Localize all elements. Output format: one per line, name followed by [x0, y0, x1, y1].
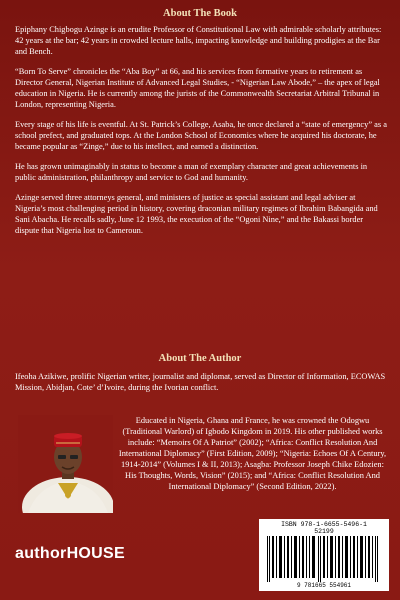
isbn-text	[263, 521, 385, 535]
isbn-barcode	[259, 519, 389, 591]
publisher-logo-part1: author	[15, 545, 67, 562]
author-bio: Educated in Nigeria, Ghana and France, he was crowned the Odogwu (Traditional Warlord) of Igbodo Kingdom in 2019. His other published works include: “Memoirs Of A Patriot” (2002); “Africa: Conflict Resolution And International Diplomacy” (First Edition, 2009); “Nigeria: Echoes Of A Century, 1914-2014” (Volumes I & II, 2013); Asagba: Professor Joseph Chike Edozien: His Thoughts, Words, Vision” (2015); and “Africa: Conflict Resolution And International Diplomacy” (Second Edition, 2022).	[118, 416, 387, 491]
book-paragraph: “Born To Serve” chronicles the “Aba Boy” at 66, and his services from formative years to retirement as Director General, Nigerian Institute of Advanced Legal Studies, - “Nigerian Law Abode,” – the apex of legal education in Nigeria. He is currently among the jurists of the Commonwealth Secretariat Arbitral Tribunal in London, representing Nigeria.	[15, 67, 380, 109]
ean-digits: 9 781665 554961	[296, 582, 351, 589]
barcode-bars	[265, 536, 383, 582]
about-author-heading: About The Author	[158, 353, 242, 364]
book-paragraph: He has grown unimaginably in status to become a man of exemplary character and great achievements in public administration, philanthropy and service to God and humanity.	[15, 162, 368, 182]
about-book-body	[15, 24, 387, 245]
author-portrait	[18, 415, 113, 513]
book-paragraph: Azinge served three attorneys general, and ministers of justice as special assistant and legal adviser at Nigeria’s most challenging period in history, covering draconian military regimes of Ibrahim Babangida and Sani Abacha. He recalls sadly, June 12 1993, the execution of the “Ogoni Nine,” and the Bakassi border dispute that Nigeria lost to Cameroun.	[15, 193, 378, 235]
author-intro: Ifeoha Azikiwe, prolific Nigerian writer, journalist and diplomat, served as Director of Information, ECOWAS Mission, Abidjan, Cote’ d’Ivoire, during the Ivorian conflict.	[15, 372, 386, 392]
isbn-line1: ISBN 978-1-6655-5496-1	[281, 521, 367, 528]
publisher-logo-part2: HOUSE	[66, 545, 125, 562]
isbn-line2: 52199	[314, 528, 334, 535]
book-paragraph: Epiphany Chigbogu Azinge is an erudite Professor of Constitutional Law with admirable scholarly attributes: 42 years at the bar; 42 years in crowded lecture halls, impacting knowledge and building prodigies at the Bar and Bench.	[15, 25, 382, 56]
publisher-logo	[15, 545, 125, 563]
about-book-heading: About The Book	[163, 8, 237, 19]
book-paragraph: Every stage of his life is eventful. At St. Patrick’s College, Asaba, he once declared a “state of emergency” as a school prefect, and graduated tops. At the London School of Economics where he acquired his doctorate, he became popular as “Zinge,” due to his intellect, and earned a distinction.	[15, 120, 387, 151]
